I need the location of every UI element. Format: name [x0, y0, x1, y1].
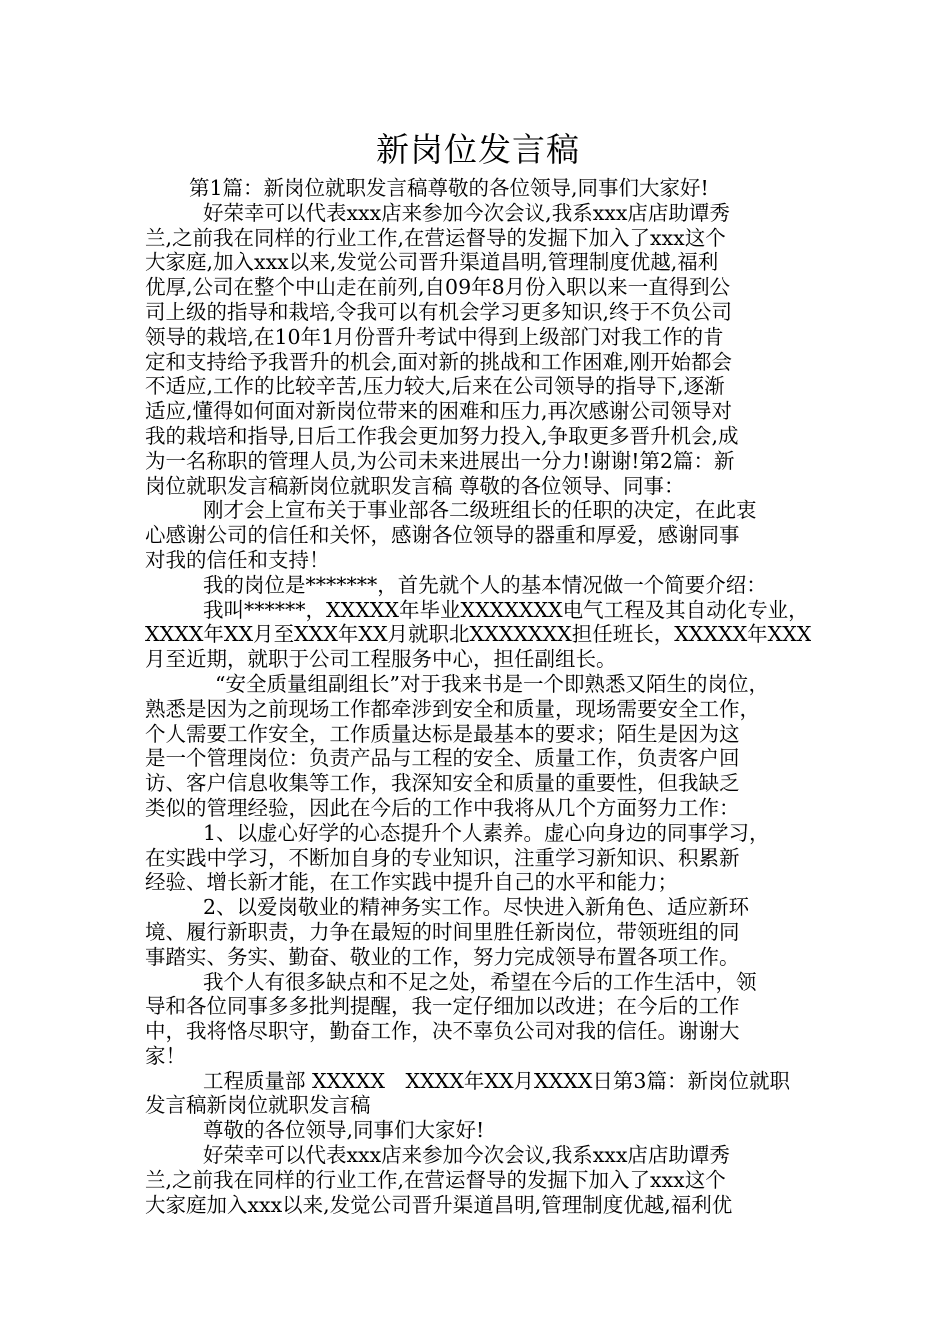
document-title: 新岗位发言稿: [376, 130, 580, 169]
body-line: 大家庭,加入xxx以来,发觉公司晋升渠道昌明,管理制度优越,福利: [145, 250, 719, 275]
body-line: 境、履行新职责，力争在最短的时间里胜任新岗位，带领班组的同: [145, 919, 740, 944]
body-line: 优厚,公司在整个中山走在前列,自09年8月份入职以来一直得到公: [145, 275, 731, 300]
body-line: 尊敬的各位领导,同事们大家好!: [203, 1118, 485, 1143]
body-line: 为一名称职的管理人员,为公司未来进展出一分力!谢谢!第2篇：新: [145, 448, 735, 473]
body-line: 好荣幸可以代表xxx店来参加今次会议,我系xxx店店助谭秀: [203, 1143, 730, 1168]
body-line: “安全质量组副组长”对于我来书是一个即熟悉又陌生的岗位，: [215, 671, 769, 696]
body-line: 岗位就职发言稿新岗位就职发言稿 尊敬的各位领导、同事：: [145, 473, 685, 498]
body-line: 工程质量部 XXXXX XXXX年XX月XXXX日第3篇：新岗位就职: [203, 1068, 790, 1093]
body-line: 好荣幸可以代表xxx店来参加今次会议,我系xxx店店助谭秀: [203, 200, 730, 225]
body-line: 我叫******，XXXXX年毕业XXXXXXX电气工程及其自动化专业，: [203, 597, 809, 622]
body-line: 司上级的指导和栽培,令我可以有机会学习更多知识,终于不负公司: [145, 299, 733, 324]
body-line: 中，我将恪尽职守，勤奋工作，决不辜负公司对我的信任。谢谢大: [145, 1019, 740, 1044]
body-line: 经验、增长新才能，在工作实践中提升自己的水平和能力；: [145, 870, 678, 895]
body-line: 导和各位同事多多批判提醒，我一定仔细加以改进；在今后的工作: [145, 994, 740, 1019]
body-line: 2、以爱岗敬业的精神务实工作。尽快进入新角色、适应新环: [203, 895, 750, 920]
body-line: 兰,之前我在同样的行业工作,在营运督导的发掘下加入了xxx这个: [145, 1167, 726, 1192]
body-line: 我个人有很多缺点和不足之处，希望在今后的工作生活中，领: [203, 969, 757, 994]
body-line: 我的岗位是*******，首先就个人的基本情况做一个简要介绍：: [203, 572, 767, 597]
body-line: 兰,之前我在同样的行业工作,在营运督导的发掘下加入了xxx这个: [145, 225, 726, 250]
body-line: 领导的栽培,在10年1月份晋升考试中得到上级部门对我工作的肯: [145, 324, 724, 349]
body-line: 对我的信任和支持！: [145, 547, 330, 572]
body-line: 在实践中学习，不断加自身的专业知识，注重学习新知识、积累新: [145, 845, 740, 870]
document-page: [145, 128, 811, 1217]
body-line: 第1篇：新岗位就职发言稿尊敬的各位领导,同事们大家好!: [189, 176, 709, 200]
body-line: 不适应,工作的比较辛苦,压力较大,后来在公司领导的指导下,逐渐: [145, 374, 725, 399]
body-line: XXXX年XX月至XXX年XX月就职北XXXXXXX担任班长，XXXXX年XXX: [145, 622, 811, 647]
body-line: 家！: [145, 1043, 186, 1068]
body-line: 访、客户信息收集等工作，我深知安全和质量的重要性，但我缺乏: [145, 771, 740, 796]
body-line: 刚才会上宣布关于事业部各二级班组长的任职的决定，在此衷: [203, 498, 757, 523]
body-line: 适应,懂得如何面对新岗位带来的困难和压力,再次感谢公司领导对: [145, 399, 733, 424]
body-line: 熟悉是因为之前现场工作都牵涉到安全和质量，现场需要安全工作，: [145, 696, 760, 721]
body-line: 心感谢公司的信任和关怀，感谢各位领导的器重和厚爱，感谢同事: [145, 523, 740, 548]
body-line: 大家庭加入xxx以来,发觉公司晋升渠道昌明,管理制度优越,福利优: [145, 1192, 733, 1217]
body-line: 定和支持给予我晋升的机会,面对新的挑战和工作困难,刚开始都会: [145, 349, 733, 374]
body-line: 个人需要工作安全，工作质量达标是最基本的要求；陌生是因为这: [145, 721, 740, 746]
body-line: 发言稿新岗位就职发言稿: [145, 1093, 371, 1118]
body-line: 是一个管理岗位：负责产品与工程的安全、质量工作，负责客户回: [145, 746, 740, 771]
body-line: 事踏实、务实、勤奋、敬业的工作，努力完成领导布置各项工作。: [145, 944, 740, 969]
body-line: 1、以虚心好学的心态提升个人素养。虚心向身边的同事学习，: [203, 820, 770, 845]
body-line: 我的栽培和指导,日后工作我会更加努力投入,争取更多晋升机会,成: [145, 423, 739, 448]
body-line: 类似的管理经验，因此在今后的工作中我将从几个方面努力工作：: [145, 795, 740, 820]
body-line: 月至近期，就职于公司工程服务中心，担任副组长。: [145, 647, 617, 672]
